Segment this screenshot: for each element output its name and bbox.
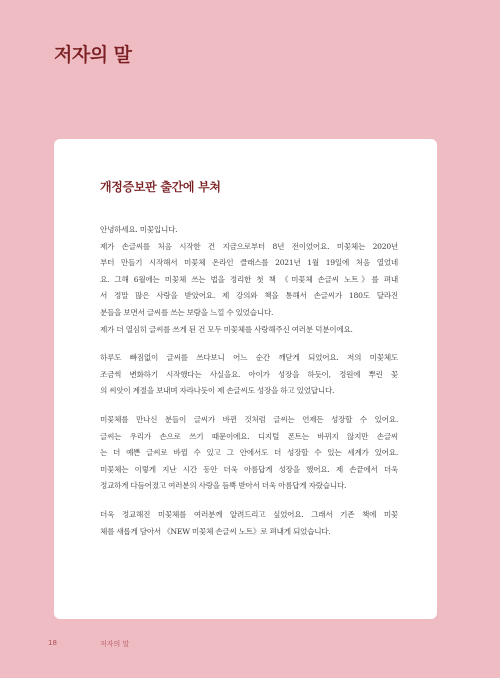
text-line: 의 씨앗이 계절을 보내며 자라나듯이 제 손글씨도 성장을 하고 있었답니다. — [100, 386, 335, 396]
text-line: 는 더 예쁜 글씨로 바뀔 수 있고 그 안에서도 더 성장할 수 있는 세계가 있어요. — [100, 448, 398, 458]
text-line: 글씨는 우리가 손으로 쓰기 때문이에요. 디지털 폰트는 바뀌지 않지만 손글씨 — [100, 431, 398, 441]
text-line: 안녕하세요. 미꽃입니다. — [100, 225, 178, 234]
text-line: 제가 더 열심히 글씨를 쓰게 된 건 모두 미꽃체를 사랑해주신 여러분 덕분이에요. — [100, 324, 353, 334]
section-title: 개정증보판 출간에 부쳐 — [100, 180, 221, 194]
text-line: 분들을 보면서 글씨를 쓰는 보람을 느낄 수 있었습니다. — [100, 307, 274, 317]
text-line: 요. 그해 6월에는 미꽃체 쓰는 법을 정리한 첫 책 《미꽃체 손글씨 노트》를 펴내 — [100, 274, 398, 284]
running-footer-label: 저자의 말 — [100, 640, 130, 648]
paragraph-3 — [100, 412, 398, 495]
text-line: 미꽃체는 이렇게 지난 시간 동안 더욱 아름답게 성장을 했어요. 제 손끝에서 더욱 — [100, 464, 398, 474]
text-line: 더욱 정교해진 미꽃체를 여러분께 알려드리고 싶었어요. 그래서 기존 책에 미꽃 — [100, 509, 398, 519]
paragraph-4 — [100, 507, 398, 540]
page-number: 18 — [48, 639, 57, 647]
body-text — [100, 222, 398, 552]
text-line: 미꽃체를 만나신 분들이 글씨가 바뀐 것처럼 글씨는 언제든 성장할 수 있어요. — [100, 414, 398, 424]
paragraph-1 — [100, 222, 398, 338]
text-line: 체를 새롭게 담아서 《NEW 미꽃체 손글씨 노트》로 펴내게 되었습니다. — [100, 526, 331, 536]
text-line: 정교하게 다듬어졌고 여러분의 사랑을 듬뿍 받아서 더욱 아름답게 자랐습니다. — [100, 481, 347, 491]
content-card — [54, 139, 437, 619]
paragraph-2 — [100, 350, 398, 400]
chapter-title: 저자의 말 — [54, 44, 132, 66]
text-line: 부터 만들기 시작해서 미꽃체 온라인 클래스를 2021년 1월 19일에 처음 열었네 — [100, 258, 398, 268]
text-line: 서 정말 많은 사랑을 받았어요. 제 강의와 책을 통해서 손글씨가 180도 달라진 — [100, 291, 398, 301]
text-line: 하루도 빠짐없이 글씨를 쓰다보니 어느 순간 깨닫게 되었어요. 저의 미꽃체도 — [100, 353, 398, 363]
text-line: 제가 손글씨를 처음 시작한 건 지금으로부터 8년 전이었어요. 미꽃체는 2020년 — [100, 241, 398, 251]
text-line: 조금씩 변화하기 시작했다는 사실을요. 아이가 성장을 하듯이, 정원에 뿌린 꽃 — [100, 369, 398, 379]
